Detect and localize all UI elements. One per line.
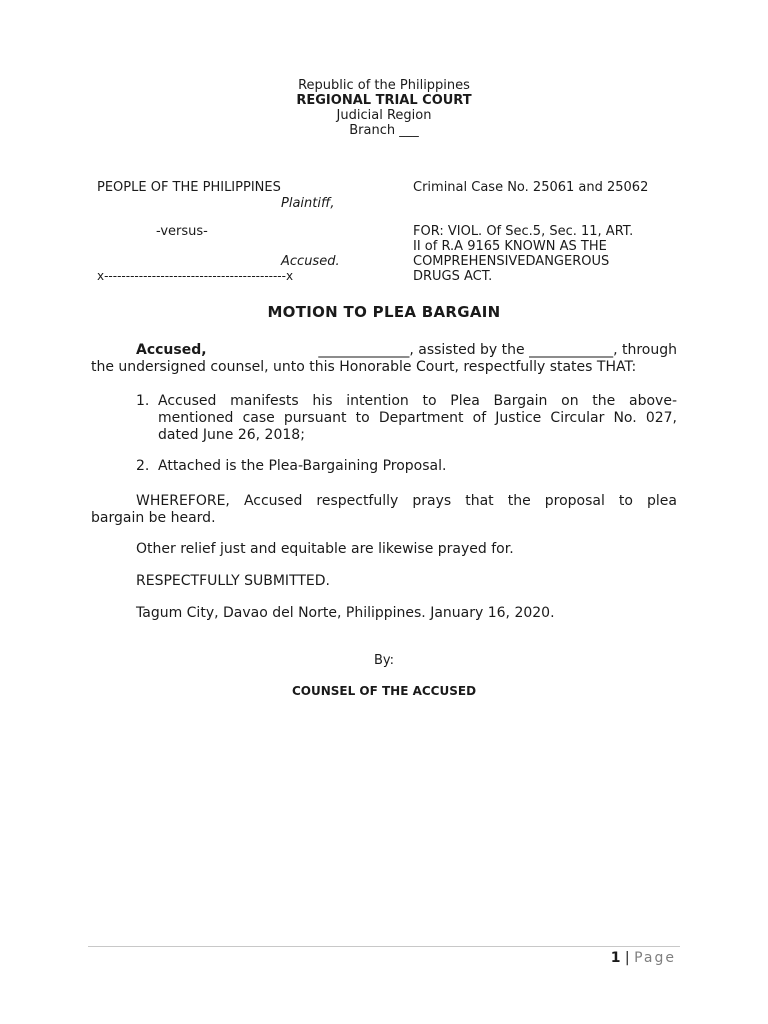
- intro-line-1: [136, 342, 677, 359]
- caption-divider: x------------------------------------------x: [97, 269, 294, 283]
- wherefore-line-1: WHEREFORE, Accused respectfully prays that the proposal to plea: [136, 493, 677, 509]
- header-court: REGIONAL TRIAL COURT: [296, 93, 472, 108]
- caption-party: PEOPLE OF THE PHILIPPINES: [97, 180, 281, 195]
- page-label: Page: [634, 950, 676, 966]
- footer-divider: [88, 946, 680, 947]
- header-region: Judicial Region: [336, 108, 432, 123]
- page-separator: |: [624, 950, 630, 966]
- intro-line-2: the undersigned counsel, unto this Honorable Court, respectfully states THAT:: [91, 359, 637, 375]
- item-1-line-3: dated June 26, 2018;: [158, 427, 305, 443]
- item-1-number: 1.: [136, 393, 150, 409]
- document-title: MOTION TO PLEA BARGAIN: [267, 303, 501, 321]
- by-label: By:: [373, 653, 395, 668]
- caption-for-line-4: DRUGS ACT.: [413, 269, 493, 284]
- intro-line-1-text: _____________, assisted by the ____________, through: [318, 342, 677, 358]
- caption-plaintiff: Plaintiff,: [281, 196, 335, 211]
- caption-for-line-1: FOR: VIOL. Of Sec.5, Sec. 11, ART.: [413, 224, 634, 239]
- page-footer: [611, 950, 676, 966]
- wherefore-line-2: bargain be heard.: [91, 510, 216, 526]
- item-2-line-1: Attached is the Plea-Bargaining Proposal.: [158, 458, 447, 474]
- caption-accused: Accused.: [281, 254, 340, 269]
- item-1-line-1: Accused manifests his intention to Plea Bargain on the above-: [158, 393, 677, 409]
- place-and-date: Tagum City, Davao del Norte, Philippines. January 16, 2020.: [136, 605, 555, 621]
- caption-case-number: Criminal Case No. 25061 and 25062: [413, 180, 649, 195]
- item-2-number: 2.: [136, 458, 150, 474]
- counsel-label: COUNSEL OF THE ACCUSED: [291, 684, 477, 698]
- header-republic: Republic of the Philippines: [298, 78, 470, 93]
- page-number: 1: [610, 950, 621, 966]
- caption-for-line-3: COMPREHENSIVEDANGEROUS: [413, 254, 610, 269]
- header-branch: Branch ___: [349, 123, 419, 138]
- intro-accused-label: Accused,: [136, 342, 207, 358]
- caption-versus: -versus-: [156, 224, 208, 239]
- respectfully-submitted: RESPECTFULLY SUBMITTED.: [136, 573, 330, 589]
- other-relief: Other relief just and equitable are likewise prayed for.: [136, 541, 514, 557]
- caption-for-line-2: II of R.A 9165 KNOWN AS THE: [413, 239, 607, 254]
- item-1-line-2: mentioned case pursuant to Department of Justice Circular No. 027,: [158, 410, 677, 426]
